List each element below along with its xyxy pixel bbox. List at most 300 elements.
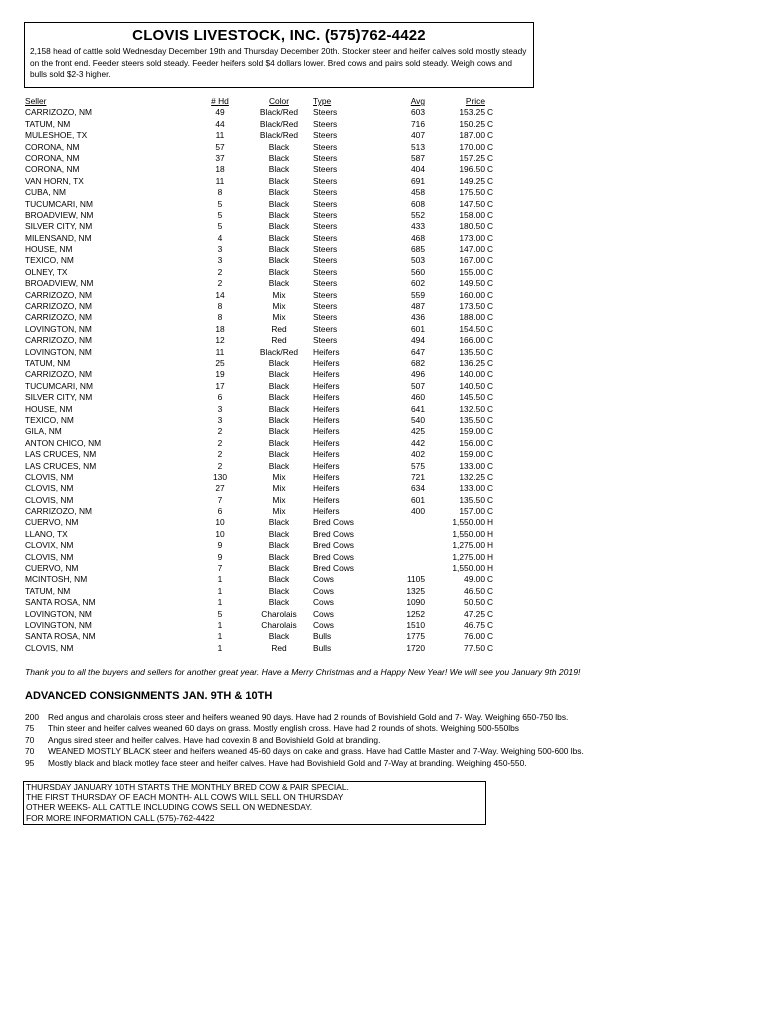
cell-price: 173.50: [459, 301, 485, 312]
cell-price-unit: C: [487, 221, 494, 232]
cell-head-count: 25: [215, 357, 225, 368]
cell-color: Mix: [272, 506, 286, 517]
table-row: [25, 404, 505, 415]
advanced-consignments-title: ADVANCED CONSIGNMENTS JAN. 9TH & 10TH: [25, 690, 273, 702]
cell-head-count: 5: [217, 198, 223, 209]
cell-price: 77.50: [464, 642, 485, 653]
cell-color: Black: [268, 551, 290, 562]
cell-price-unit: C: [487, 494, 494, 505]
cell-seller: GILA, NM: [25, 426, 62, 437]
cell-color: Black: [268, 232, 290, 243]
cell-color: Black: [268, 164, 290, 175]
cell-type: Bulls: [313, 631, 332, 642]
cell-seller: CLOVIS, NM: [25, 494, 74, 505]
cell-seller: LOVINGTON, NM: [25, 608, 92, 619]
cell-seller: LLANO, TX: [25, 528, 68, 539]
table-row: [25, 244, 505, 255]
cell-seller: LOVINGTON, NM: [25, 346, 92, 357]
table-row: [25, 529, 505, 540]
cell-head-count: 2: [217, 449, 223, 460]
cell-avg: 1720: [406, 642, 425, 653]
cell-price: 150.25: [459, 118, 485, 129]
cell-price-unit: C: [487, 164, 494, 175]
cell-seller: CLOVIS, NM: [25, 642, 74, 653]
cell-price: 180.50: [459, 221, 485, 232]
table-row: [25, 574, 505, 585]
cell-price: 157.25: [459, 152, 485, 163]
cell-head-count: 7: [217, 563, 223, 574]
cell-type: Steers: [313, 221, 338, 232]
cell-price-unit: C: [487, 244, 494, 255]
cell-avg: 601: [411, 494, 425, 505]
cell-type: Heifers: [313, 403, 340, 414]
cell-head-count: 5: [217, 221, 223, 232]
cell-price-unit: C: [487, 369, 494, 380]
cell-price: 135.50: [459, 346, 485, 357]
cell-avg: 433: [411, 221, 425, 232]
cell-price-unit: C: [487, 380, 494, 391]
cell-type: Heifers: [313, 471, 340, 482]
cell-price: 133.00: [459, 460, 485, 471]
cell-color: Black: [268, 209, 290, 220]
cell-price: 149.25: [459, 175, 485, 186]
cell-head-count: 19: [215, 369, 225, 380]
cell-type: Bred Cows: [313, 528, 354, 539]
table-row: [25, 358, 505, 369]
cell-head-count: 1: [217, 597, 223, 608]
cell-avg: 407: [411, 130, 425, 141]
cell-head-count: 18: [215, 323, 225, 334]
cell-head-count: 5: [217, 209, 223, 220]
cell-type: Cows: [313, 574, 334, 585]
table-row: [25, 312, 505, 323]
cell-price: 132.25: [459, 471, 485, 482]
cell-avg: 1090: [406, 597, 425, 608]
cell-seller: SANTA ROSA, NM: [25, 597, 96, 608]
cell-avg: 540: [411, 414, 425, 425]
cell-head-count: 2: [217, 426, 223, 437]
table-row: [25, 347, 505, 358]
cell-seller: CARRIZOZO, NM: [25, 369, 92, 380]
cell-head-count: 27: [215, 483, 225, 494]
cell-price-unit: C: [487, 175, 494, 186]
cell-head-count: 1: [217, 631, 223, 642]
cell-seller: BROADVIEW, NM: [25, 278, 94, 289]
cell-price-unit: C: [487, 414, 494, 425]
table-header: [25, 96, 505, 107]
sales-table: [25, 96, 505, 654]
cell-price: 158.00: [459, 209, 485, 220]
consignment-qty: 70: [25, 746, 35, 757]
table-row: [25, 290, 505, 301]
cell-price: 147.00: [459, 244, 485, 255]
cell-head-count: 9: [217, 540, 223, 551]
cell-price-unit: C: [487, 152, 494, 163]
cell-color: Black: [268, 392, 290, 403]
cell-price-unit: C: [487, 608, 494, 619]
cell-color: Black: [268, 357, 290, 368]
cell-seller: LOVINGTON, NM: [25, 323, 92, 334]
cell-price: 47.25: [464, 608, 485, 619]
cell-seller: CARRIZOZO, NM: [25, 107, 92, 118]
cell-avg: 404: [411, 164, 425, 175]
cell-price-unit: C: [487, 506, 494, 517]
col-head-count: # Hd: [211, 96, 229, 106]
cell-seller: MULESHOE, TX: [25, 130, 88, 141]
table-row: [25, 153, 505, 164]
cell-seller: OLNEY, TX: [25, 266, 68, 277]
consignment-desc: Angus sired steer and heifer calves. Have had covexin 8 and Bovishield Gold at branding.: [48, 734, 381, 745]
cell-type: Steers: [313, 323, 338, 334]
cell-price-unit: C: [487, 357, 494, 368]
cell-price-unit: C: [487, 335, 494, 346]
cell-seller: HOUSE, NM: [25, 403, 73, 414]
cell-price: 133.00: [459, 483, 485, 494]
table-row: [25, 142, 505, 153]
consignment-qty: 75: [25, 723, 35, 734]
cell-head-count: 8: [217, 312, 223, 323]
table-row: [25, 199, 505, 210]
table-row: [25, 620, 505, 631]
cell-color: Black: [268, 266, 290, 277]
cell-type: Cows: [313, 608, 334, 619]
table-row: [25, 392, 505, 403]
cell-head-count: 3: [217, 244, 223, 255]
cell-head-count: 49: [215, 107, 225, 118]
cell-seller: LOVINGTON, NM: [25, 619, 92, 630]
cell-avg: 507: [411, 380, 425, 391]
table-row: [25, 586, 505, 597]
cell-type: Steers: [313, 232, 338, 243]
cell-price-unit: H: [487, 551, 494, 562]
cell-head-count: 6: [217, 506, 223, 517]
cell-color: Black: [268, 563, 290, 574]
col-avg: Avg: [410, 96, 425, 106]
cell-head-count: 17: [215, 380, 225, 391]
cell-price-unit: C: [487, 437, 494, 448]
cell-head-count: 11: [215, 175, 225, 186]
cell-color: Red: [271, 323, 287, 334]
cell-avg: 602: [411, 278, 425, 289]
cell-price-unit: H: [487, 528, 494, 539]
cell-price: 46.75: [464, 619, 485, 630]
cell-color: Red: [271, 642, 287, 653]
cell-price: 132.50: [459, 403, 485, 414]
cell-head-count: 3: [217, 403, 223, 414]
notice-line: THE FIRST THURSDAY OF EACH MONTH- ALL COWS WILL SELL ON THURSDAY: [26, 792, 344, 803]
cell-avg: 487: [411, 301, 425, 312]
cell-price-unit: C: [487, 141, 494, 152]
col-seller: Seller: [25, 96, 47, 106]
cell-price: 156.00: [459, 437, 485, 448]
cell-price: 159.00: [459, 449, 485, 460]
cell-price: 135.50: [459, 414, 485, 425]
cell-color: Black: [268, 255, 290, 266]
cell-color: Black: [268, 198, 290, 209]
cell-price-unit: C: [487, 266, 494, 277]
cell-price-unit: C: [487, 209, 494, 220]
table-row: [25, 449, 505, 460]
cell-head-count: 2: [217, 266, 223, 277]
cell-seller: TATUM, NM: [25, 118, 71, 129]
cell-color: Black: [268, 152, 290, 163]
cell-price: 76.00: [464, 631, 485, 642]
cell-head-count: 10: [215, 528, 225, 539]
cell-avg: 647: [411, 346, 425, 357]
cell-price: 159.00: [459, 426, 485, 437]
cell-type: Steers: [313, 164, 338, 175]
col-type: Type: [313, 96, 332, 106]
table-row: [25, 267, 505, 278]
cell-head-count: 1: [217, 619, 223, 630]
cell-avg: 1325: [406, 585, 425, 596]
table-row: [25, 324, 505, 335]
cell-type: Heifers: [313, 506, 340, 517]
cell-price-unit: C: [487, 232, 494, 243]
cell-price-unit: C: [487, 278, 494, 289]
consignment-desc: WEANED MOSTLY BLACK steer and heifers weaned 45-60 days on cake and grass. Have had Cattle Master and 7-Way. Weighing 500-600 lbs.: [48, 746, 584, 757]
cell-avg: 1105: [406, 574, 425, 585]
cell-price: 1,550.00: [452, 563, 485, 574]
table-row: [25, 130, 505, 141]
cell-seller: SILVER CITY, NM: [25, 221, 93, 232]
cell-seller: CLOVIS, NM: [25, 551, 74, 562]
cell-price-unit: C: [487, 642, 494, 653]
cell-price: 155.00: [459, 266, 485, 277]
table-row: [25, 643, 505, 654]
cell-price-unit: C: [487, 255, 494, 266]
cell-type: Steers: [313, 301, 338, 312]
cell-avg: 716: [411, 118, 425, 129]
cell-avg: 503: [411, 255, 425, 266]
table-row: [25, 107, 505, 118]
cell-price: 1,550.00: [452, 517, 485, 528]
table-row: [25, 483, 505, 494]
cell-type: Bred Cows: [313, 563, 354, 574]
cell-price-unit: C: [487, 460, 494, 471]
cell-head-count: 2: [217, 437, 223, 448]
cell-price-unit: C: [487, 346, 494, 357]
cell-seller: MCINTOSH, NM: [25, 574, 88, 585]
cell-seller: CUBA, NM: [25, 187, 66, 198]
cell-color: Black: [268, 517, 290, 528]
cell-head-count: 9: [217, 551, 223, 562]
cell-head-count: 44: [215, 118, 225, 129]
cell-type: Heifers: [313, 392, 340, 403]
cell-head-count: 1: [217, 585, 223, 596]
cell-head-count: 3: [217, 255, 223, 266]
cell-type: Steers: [313, 187, 338, 198]
table-row: [25, 164, 505, 175]
cell-price: 175.50: [459, 187, 485, 198]
cell-color: Black: [268, 278, 290, 289]
cell-price: 136.25: [459, 357, 485, 368]
cell-color: Black: [268, 426, 290, 437]
cell-price: 170.00: [459, 141, 485, 152]
cell-price: 1,550.00: [452, 528, 485, 539]
cell-price: 46.50: [464, 585, 485, 596]
consignment-desc: Thin steer and heifer calves weaned 60 days on grass. Mostly english cross. Have had 2 rounds of shots. Weighing 500-550lbs: [48, 723, 519, 734]
table-row: [25, 233, 505, 244]
notice-line: FOR MORE INFORMATION CALL (575)-762-4422: [26, 812, 215, 823]
table-row: [25, 506, 505, 517]
table-row: [25, 609, 505, 620]
cell-head-count: 57: [215, 141, 225, 152]
table-row: [25, 335, 505, 346]
cell-price-unit: C: [487, 574, 494, 585]
cell-price-unit: C: [487, 403, 494, 414]
cell-type: Cows: [313, 619, 334, 630]
consignment-qty: 95: [25, 757, 35, 768]
cell-avg: 601: [411, 323, 425, 334]
table-row: [25, 381, 505, 392]
cell-type: Steers: [313, 312, 338, 323]
cell-seller: CORONA, NM: [25, 164, 80, 175]
table-body: [25, 107, 505, 654]
cell-head-count: 2: [217, 278, 223, 289]
cell-seller: TEXICO, NM: [25, 414, 74, 425]
cell-type: Steers: [313, 130, 338, 141]
cell-head-count: 14: [215, 289, 225, 300]
cell-type: Steers: [313, 244, 338, 255]
cell-color: Mix: [272, 471, 286, 482]
cell-type: Cows: [313, 597, 334, 608]
cell-price-unit: C: [487, 392, 494, 403]
cell-price-unit: C: [487, 301, 494, 312]
table-row: [25, 278, 505, 289]
cell-color: Black/Red: [259, 346, 299, 357]
cell-price: 173.00: [459, 232, 485, 243]
cell-type: Steers: [313, 266, 338, 277]
cell-type: Heifers: [313, 437, 340, 448]
cell-avg: 496: [411, 369, 425, 380]
cell-seller: ANTON CHICO, NM: [25, 437, 102, 448]
cell-seller: BROADVIEW, NM: [25, 209, 94, 220]
cell-avg: 641: [411, 403, 425, 414]
cell-seller: CORONA, NM: [25, 152, 80, 163]
cell-price-unit: C: [487, 107, 494, 118]
cell-seller: LAS CRUCES, NM: [25, 460, 97, 471]
cell-head-count: 4: [217, 232, 223, 243]
cell-seller: CLOVIS, NM: [25, 483, 74, 494]
cell-head-count: 1: [217, 642, 223, 653]
cell-price: 153.25: [459, 107, 485, 118]
table-row: [25, 461, 505, 472]
cell-color: Black: [268, 528, 290, 539]
cell-color: Black: [268, 597, 290, 608]
cell-avg: 460: [411, 392, 425, 403]
cell-seller: TUCUMCARI, NM: [25, 380, 93, 391]
cell-price: 167.00: [459, 255, 485, 266]
cell-price: 50.50: [464, 597, 485, 608]
cell-type: Heifers: [313, 449, 340, 460]
cell-head-count: 12: [215, 335, 225, 346]
cell-price: 149.50: [459, 278, 485, 289]
cell-avg: 1775: [406, 631, 425, 642]
notice-line: THURSDAY JANUARY 10TH STARTS THE MONTHLY BRED COW & PAIR SPECIAL.: [26, 782, 349, 792]
cell-type: Heifers: [313, 426, 340, 437]
page-title: CLOVIS LIVESTOCK, INC. (575)762-4422: [132, 27, 426, 44]
cell-avg: 494: [411, 335, 425, 346]
cell-color: Black: [268, 574, 290, 585]
cell-price-unit: C: [487, 323, 494, 334]
cell-type: Heifers: [313, 369, 340, 380]
cell-type: Steers: [313, 278, 338, 289]
cell-price: 49.00: [464, 574, 485, 585]
table-row: [25, 176, 505, 187]
table-row: [25, 426, 505, 437]
cell-color: Black: [268, 175, 290, 186]
cell-head-count: 18: [215, 164, 225, 175]
cell-price: 187.00: [459, 130, 485, 141]
cell-color: Charolais: [261, 619, 297, 630]
col-color: Color: [268, 96, 289, 106]
cell-type: Heifers: [313, 414, 340, 425]
cell-avg: 721: [411, 471, 425, 482]
cell-price: 154.50: [459, 323, 485, 334]
cell-color: Black: [268, 187, 290, 198]
cell-seller: TEXICO, NM: [25, 255, 74, 266]
cell-type: Steers: [313, 335, 338, 346]
cell-seller: CARRIZOZO, NM: [25, 312, 92, 323]
table-row: [25, 597, 505, 608]
cell-price-unit: C: [487, 597, 494, 608]
cell-price: 188.00: [459, 312, 485, 323]
cell-type: Steers: [313, 255, 338, 266]
cell-color: Black/Red: [259, 107, 299, 118]
cell-avg: 603: [411, 107, 425, 118]
cell-avg: 575: [411, 460, 425, 471]
cell-type: Steers: [313, 141, 338, 152]
cell-type: Cows: [313, 585, 334, 596]
table-row: [25, 210, 505, 221]
cell-color: Black/Red: [259, 130, 299, 141]
cell-price-unit: C: [487, 426, 494, 437]
cell-type: Heifers: [313, 380, 340, 391]
cell-avg: 1510: [406, 619, 425, 630]
cell-avg: 634: [411, 483, 425, 494]
cell-type: Heifers: [313, 483, 340, 494]
cell-head-count: 130: [213, 471, 227, 482]
cell-seller: TATUM, NM: [25, 585, 71, 596]
cell-type: Steers: [313, 175, 338, 186]
cell-color: Mix: [272, 312, 286, 323]
consignment-desc: Mostly black and black motley face steer and heifer calves. Have had Bovishield Gold and 7-Way at branding. Weighing 450-550.: [48, 757, 527, 768]
table-row: [25, 255, 505, 266]
cell-price-unit: C: [487, 312, 494, 323]
cell-price: 145.50: [459, 392, 485, 403]
table-row: [25, 552, 505, 563]
cell-seller: SANTA ROSA, NM: [25, 631, 96, 642]
cell-color: Mix: [272, 301, 286, 312]
cell-price-unit: H: [487, 563, 494, 574]
cell-type: Steers: [313, 289, 338, 300]
cell-head-count: 8: [217, 301, 223, 312]
cell-price: 157.00: [459, 506, 485, 517]
cell-color: Black: [268, 244, 290, 255]
cell-price-unit: C: [487, 449, 494, 460]
cell-avg: 402: [411, 449, 425, 460]
table-row: [25, 221, 505, 232]
cell-color: Black: [268, 631, 290, 642]
cell-color: Mix: [272, 289, 286, 300]
cell-avg: 559: [411, 289, 425, 300]
cell-price-unit: C: [487, 471, 494, 482]
cell-color: Red: [271, 335, 287, 346]
cell-head-count: 37: [215, 152, 225, 163]
cell-avg: 685: [411, 244, 425, 255]
cell-seller: MILENSAND, NM: [25, 232, 92, 243]
